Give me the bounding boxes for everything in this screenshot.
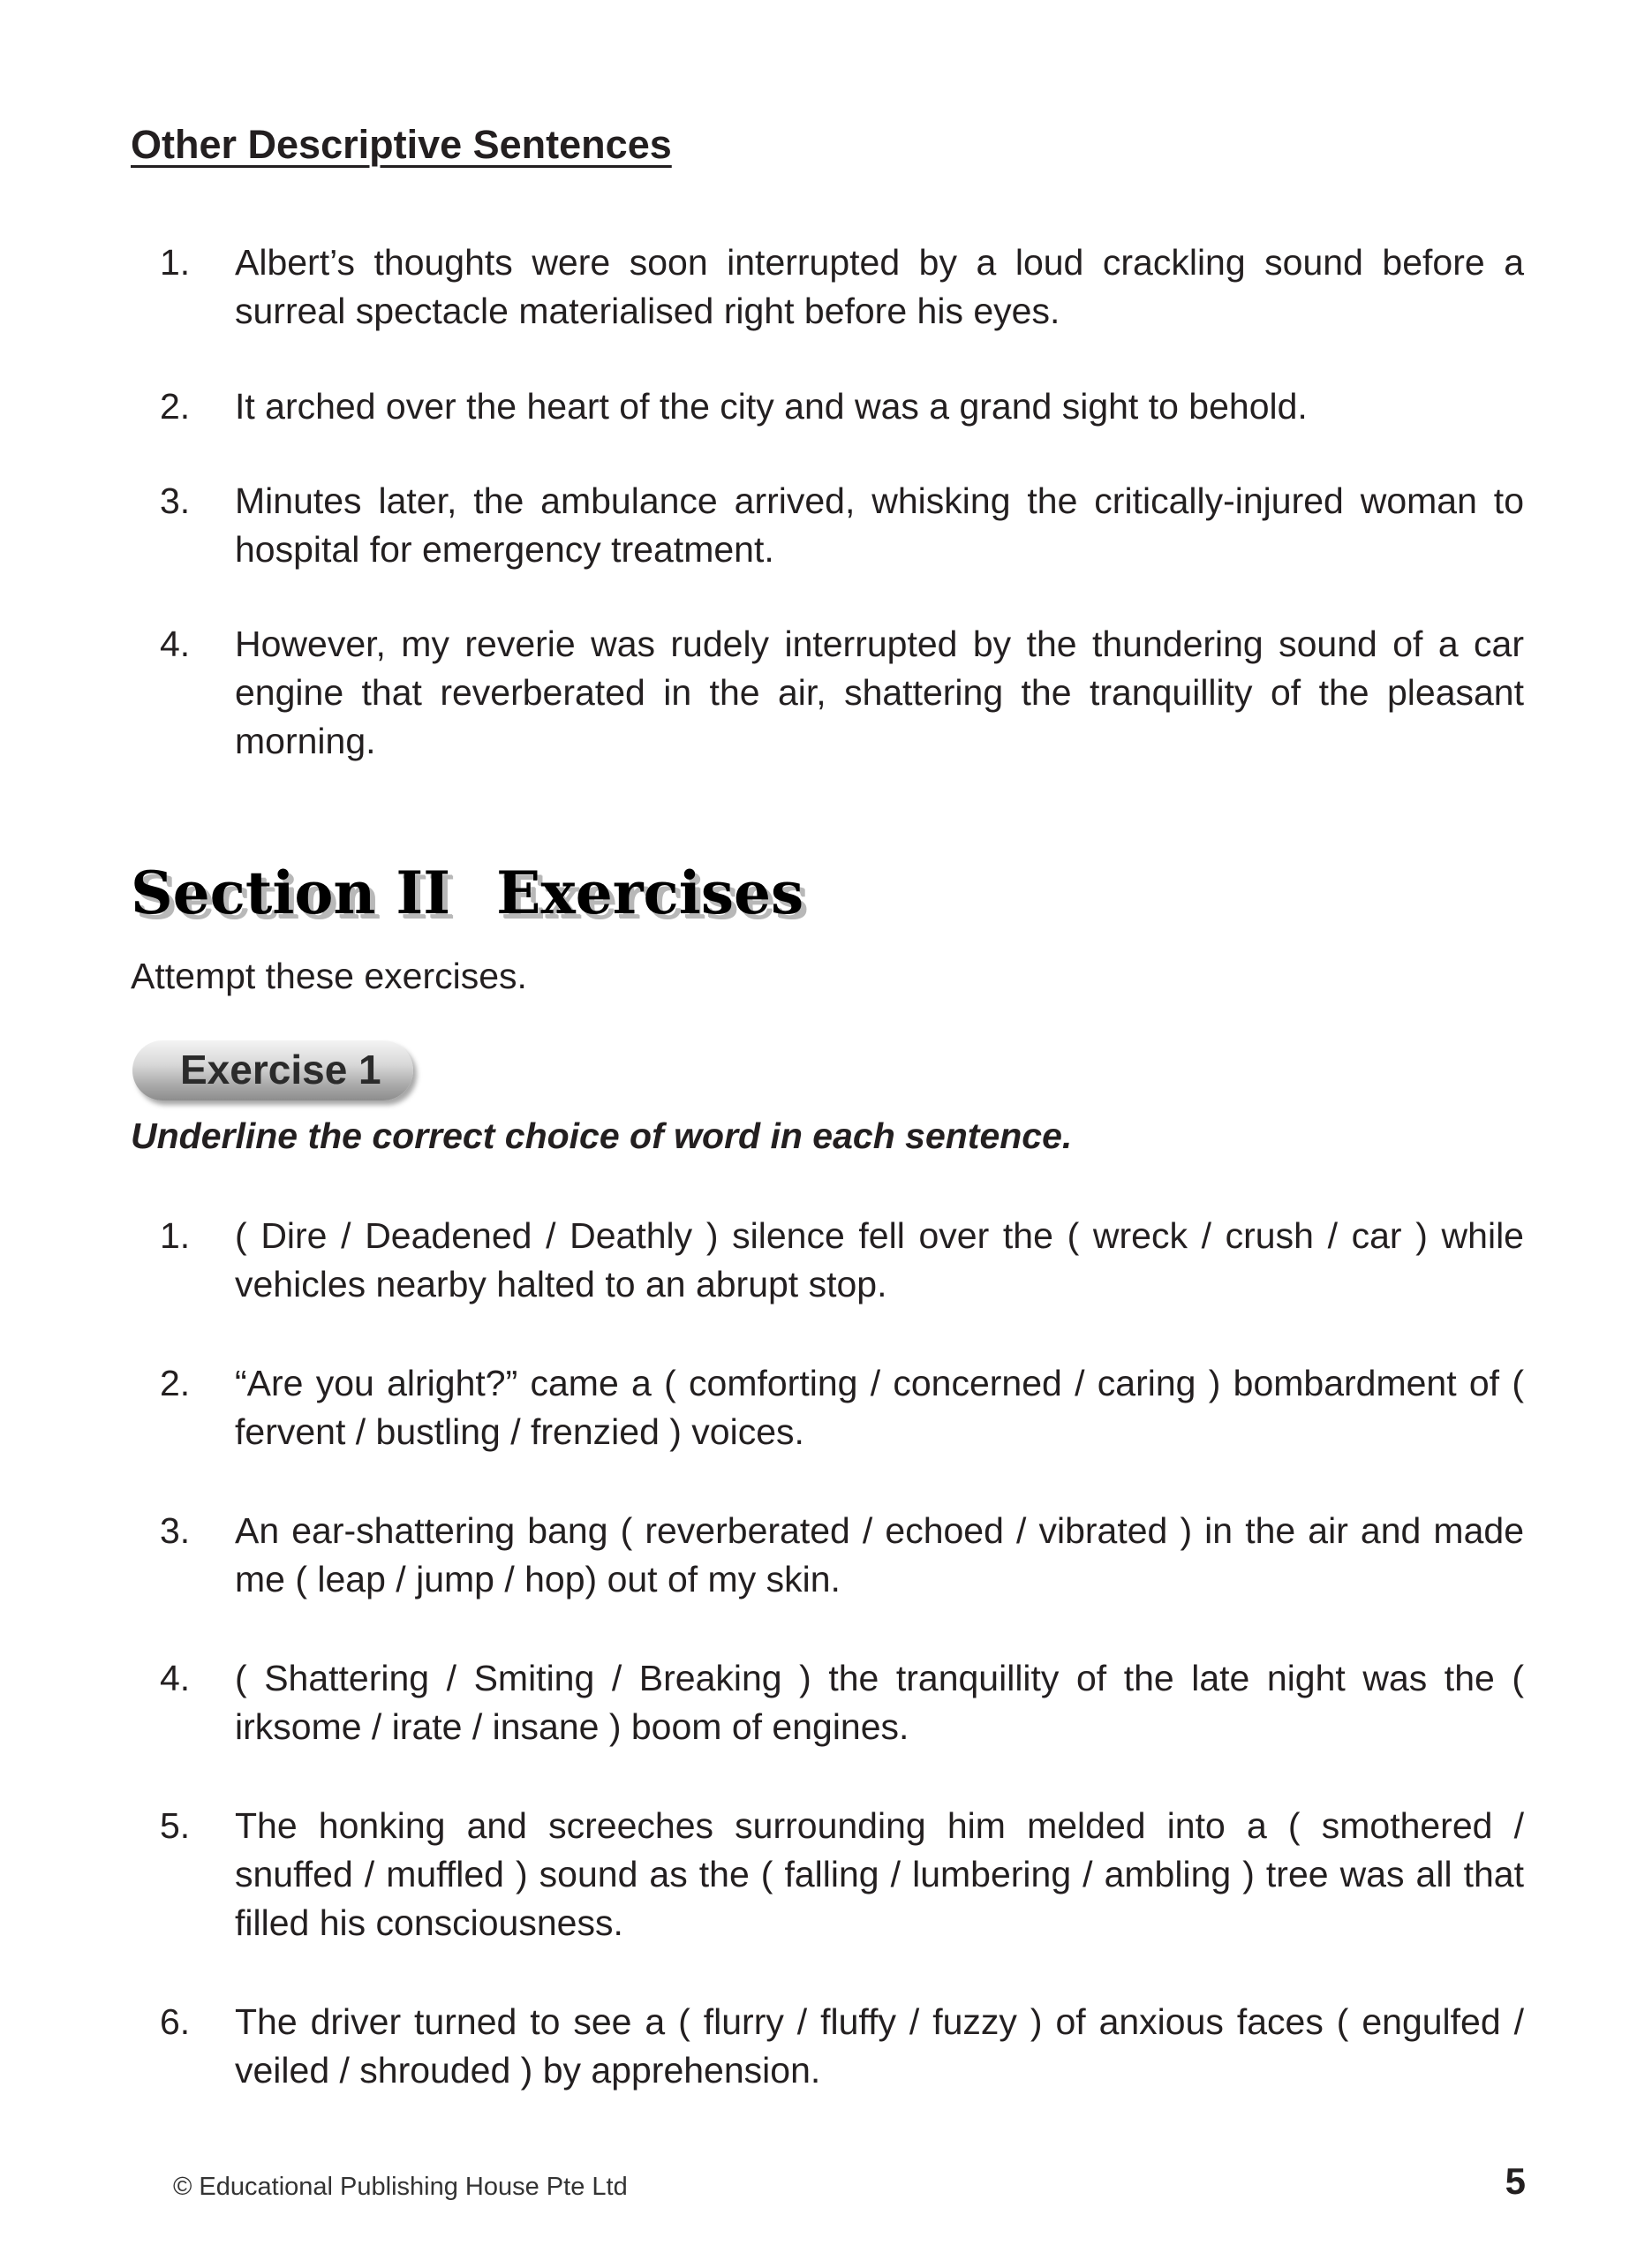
section-label: Section II <box>131 858 451 927</box>
item-number: 1. <box>160 1215 191 1256</box>
item-text: However, my reverie was rudely interrupted by the thundering sound of a car engine that reverberated in the air, shattering the tranquillity of the pleasant morning. <box>235 624 1524 761</box>
item-text: ( Shattering / Smiting / Breaking ) the tranquillity of the late night was the ( irksome / irate / insane ) boom of engines. <box>235 1658 1524 1747</box>
item-text: It arched over the heart of the city and was a grand sight to behold. <box>235 386 1308 427</box>
item-text: “Are you alright?” came a ( comforting / concerned / caring ) bombardment of ( fervent / bustling / frenzied ) voices. <box>235 1363 1524 1452</box>
section-title <box>131 858 803 927</box>
item-number: 4. <box>160 1658 191 1698</box>
item-text: ( Dire / Deadened / Deathly ) silence fell over the ( wreck / crush / car ) while vehicles nearby halted to an abrupt stop. <box>235 1215 1524 1304</box>
exercise-badge <box>132 1040 413 1100</box>
section-name: Exercises <box>496 858 804 927</box>
section-intro: Attempt these exercises. <box>131 956 527 996</box>
page-number: 5 <box>1505 2160 1526 2202</box>
item-text: The honking and screeches surrounding him melded into a ( smothered / snuffed / muffled ) sound as the ( falling / lumbering / ambling ) tree was all that filled his consciousness. <box>235 1805 1524 1943</box>
item-number: 6. <box>160 2001 191 2042</box>
item-text: Albert’s thoughts were soon interrupted by a loud crackling sound before a surreal spectacle materialised right before his eyes. <box>235 242 1524 331</box>
item-number: 5. <box>160 1805 191 1846</box>
item-number: 3. <box>160 480 191 521</box>
item-number: 2. <box>160 386 191 427</box>
item-number: 3. <box>160 1510 191 1551</box>
section-heading: Other Descriptive Sentences <box>131 122 672 167</box>
item-number: 2. <box>160 1363 191 1403</box>
exercise-label: Exercise 1 <box>180 1047 381 1093</box>
item-text: The driver turned to see a ( flurry / fluffy / fuzzy ) of anxious faces ( engulfed / veiled / shrouded ) by apprehension. <box>235 2001 1524 2091</box>
item-text: An ear-shattering bang ( reverberated / echoed / vibrated ) in the air and made me ( leap / jump / hop) out of my skin. <box>235 1510 1524 1599</box>
exercise-instruction: Underline the correct choice of word in each sentence. <box>131 1115 1073 1156</box>
item-number: 4. <box>160 624 191 664</box>
copyright-footer: © Educational Publishing House Pte Ltd <box>173 2173 628 2201</box>
item-text: Minutes later, the ambulance arrived, whisking the critically-injured woman to hospital for emergency treatment. <box>235 480 1524 570</box>
item-number: 1. <box>160 242 191 283</box>
